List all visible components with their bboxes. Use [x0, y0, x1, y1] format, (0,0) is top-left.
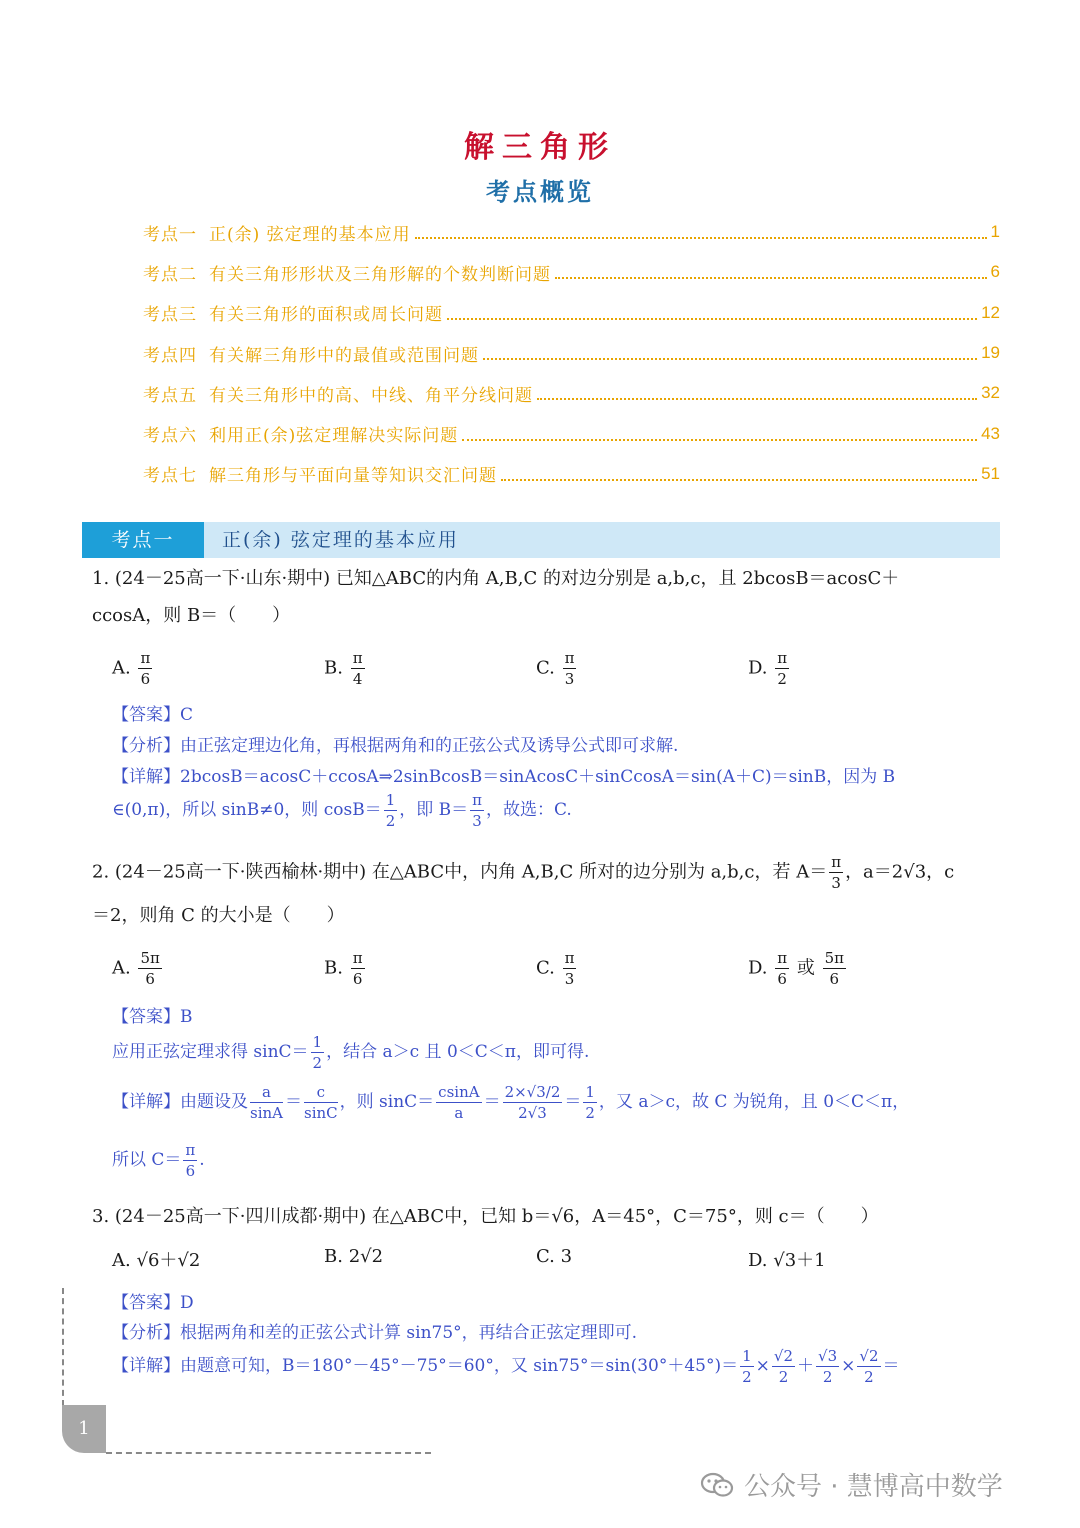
toc-entry[interactable] [143, 252, 1000, 292]
option-letter: A. [112, 657, 131, 679]
toc-leader [555, 265, 987, 279]
toc-title: 利用正(余)弦定理解决实际问题 [209, 426, 459, 447]
option-letter: D. [748, 657, 768, 679]
toc-heading: 考点概览 [486, 177, 594, 206]
toc-label: 考点七 [143, 466, 197, 487]
toc-label: 考点六 [143, 426, 197, 447]
q1-option-a[interactable] [112, 648, 154, 689]
watermark-text: 公众号 · 慧博高中数学 [744, 1472, 1003, 1502]
q2-detail-cont: 所以 C＝ $\frac{\pi}{6}$ . [112, 1141, 205, 1180]
toc-leader [415, 225, 987, 239]
q2-detail: 【详解】由题设及 $\frac{a}{\sin A}$ ＝ $\frac{c}{\sin C}$ ，则 sinC＝ $\frac{csinA}{a}$ ＝ $\frac{2\times√3/2}{2√3}$ ＝ $\frac{1}{2}$ ，又 a＞c，故 C 为锐角，且 0＜C＜π， [112, 1083, 910, 1122]
q1-option-c[interactable] [536, 648, 578, 689]
section-tag: 考点一 [82, 522, 204, 558]
toc-entry[interactable] [143, 212, 1000, 252]
toc-label: 考点一 [143, 224, 197, 245]
q1-answer: 【答案】C [112, 705, 194, 725]
section-header [82, 522, 1000, 558]
q3-option-c[interactable]: C. 3 [536, 1246, 573, 1267]
q3-answer: 【答案】D [112, 1293, 194, 1313]
option-letter: C. [536, 657, 555, 679]
option-letter: C. [536, 957, 555, 979]
q3-option-a[interactable]: A. √6＋√2 [112, 1250, 201, 1271]
question-3 [92, 1198, 1002, 1235]
q1-option-d[interactable] [748, 648, 791, 689]
watermark [700, 1466, 1003, 1503]
fraction: $\frac{\pi}{2}$ [777, 649, 788, 688]
fraction: $\frac{\pi}{6}$ [140, 649, 151, 688]
fraction: $\frac{\pi}{6}$ [352, 949, 363, 988]
toc-title: 解三角形与平面向量等知识交汇问题 [209, 466, 497, 487]
option-letter: B. [324, 957, 343, 979]
toc-label: 考点三 [143, 305, 197, 326]
q1-option-b[interactable] [324, 648, 367, 689]
toc-leader [447, 306, 977, 320]
toc-title: 有关三角形的面积或周长问题 [209, 305, 443, 326]
q2-option-d[interactable]: D. $\frac{\pi}{6}$ 或 $\frac{5\pi}{6}$ [748, 949, 844, 988]
fraction: $\frac{5\pi}{6}$ [140, 949, 160, 988]
toc-leader [483, 346, 977, 360]
option-letter: A. [112, 957, 131, 979]
option-letter: D. [748, 957, 768, 979]
toc-entry[interactable] [143, 454, 1000, 494]
toc-leader [501, 467, 977, 481]
toc-page: 19 [981, 343, 1000, 363]
toc-label: 考点二 [143, 264, 197, 285]
q2-analysis: 应用正弦定理求得 sinC＝ $\frac{1}{2}$ ，结合 a＞c 且 0＜C＜π，即可得. [112, 1033, 590, 1072]
toc-leader [537, 386, 977, 400]
question-2-line1: 2. (24－25高一下·陕西榆林·期中) 在△ABC中，内角 A,B,C 所对的边分别为 a,b,c，若 A＝ $\frac{\pi}{3}$ ，a＝2√3，c [92, 853, 955, 892]
question-1-line2: ccosA，则 B＝（ ） [92, 605, 291, 626]
footer-divider-dashed [106, 1452, 431, 1454]
toc-entry[interactable] [143, 373, 1000, 413]
toc-entry[interactable] [143, 413, 1000, 453]
q1-detail-cont: ∈(0,π)，所以 sinB≠0，则 cosB＝ $\frac{1}{2}$ ，即 B＝ $\frac{\pi}{3}$ ，故选：C. [112, 791, 572, 830]
toc-label: 考点四 [143, 345, 197, 366]
q1-detail: 【详解】2bcosB＝acosC＋ccosA⇒2sinBcosB＝sinAcosC＋sinCcosA＝sin(A＋C)＝sinB，因为 B [112, 767, 896, 787]
fraction: $\frac{\pi}{3}$ [564, 649, 575, 688]
q2-answer: 【答案】B [112, 1007, 193, 1027]
toc-page: 32 [981, 383, 1000, 403]
toc-entry[interactable] [143, 293, 1000, 333]
toc-page: 43 [981, 423, 1000, 443]
toc-page: 12 [981, 302, 1000, 322]
q2-option-a[interactable] [112, 948, 164, 989]
option-letter: B. [324, 657, 343, 679]
question-2 [92, 852, 1002, 934]
toc-title: 有关解三角形中的最值或范围问题 [209, 345, 479, 366]
page-border-dashed [62, 1288, 64, 1406]
question-3-line1: 3. (24－25高一下·四川成都·期中) 在△ABC中，已知 b＝√6，A＝45°，C＝75°，则 c＝（ ） [92, 1206, 879, 1227]
toc-entry[interactable] [143, 333, 1000, 373]
section-title: 正(余) 弦定理的基本应用 [222, 529, 459, 551]
page-title: 解三角形 [464, 130, 616, 165]
toc-page: 51 [981, 463, 1000, 483]
q1-analysis: 【分析】由正弦定理边化角，再根据两角和的正弦公式及诱导公式即可求解. [112, 736, 679, 756]
wechat-icon [700, 1472, 734, 1498]
question-2-line2: ＝2，则角 C 的大小是（ ） [92, 905, 345, 926]
toc-leader [462, 427, 977, 441]
toc-page: 6 [990, 262, 1000, 282]
fraction: $\frac{\pi}{3}$ [564, 949, 575, 988]
toc-title: 有关三角形中的高、中线、角平分线问题 [209, 385, 533, 406]
toc-page: 1 [990, 222, 1000, 242]
q3-option-b[interactable]: B. 2√2 [324, 1246, 384, 1267]
question-1-line1: 1. (24－25高一下·山东·期中) 已知△ABC的内角 A,B,C 的对边分别是 a,b,c，且 2bcosB＝acosC＋ [92, 568, 900, 589]
toc-label: 考点五 [143, 385, 197, 406]
q3-analysis: 【分析】根据两角和差的正弦公式计算 sin75°，再结合正弦定理即可. [112, 1323, 638, 1343]
q3-option-d[interactable]: D. √3＋1 [748, 1250, 826, 1271]
page-number: 1 [62, 1405, 106, 1453]
q2-option-b[interactable] [324, 948, 367, 989]
q3-detail: 【详解】由题意可知，B＝180°－45°－75°＝60°，又 sin75°＝sin(30°＋45°)＝ $\frac{1}{2}$ × $\frac{√2}{2}$ ＋ $\frac{√3}{2}$ × $\frac{√2}{2}$ ＝ [112, 1347, 900, 1386]
fraction: $\frac{\pi}{4}$ [352, 649, 363, 688]
question-1 [92, 560, 1002, 634]
toc-title: 正(余) 弦定理的基本应用 [209, 224, 411, 245]
q2-option-c[interactable] [536, 948, 578, 989]
toc-title: 有关三角形形状及三角形解的个数判断问题 [209, 264, 551, 285]
table-of-contents [143, 212, 1000, 494]
